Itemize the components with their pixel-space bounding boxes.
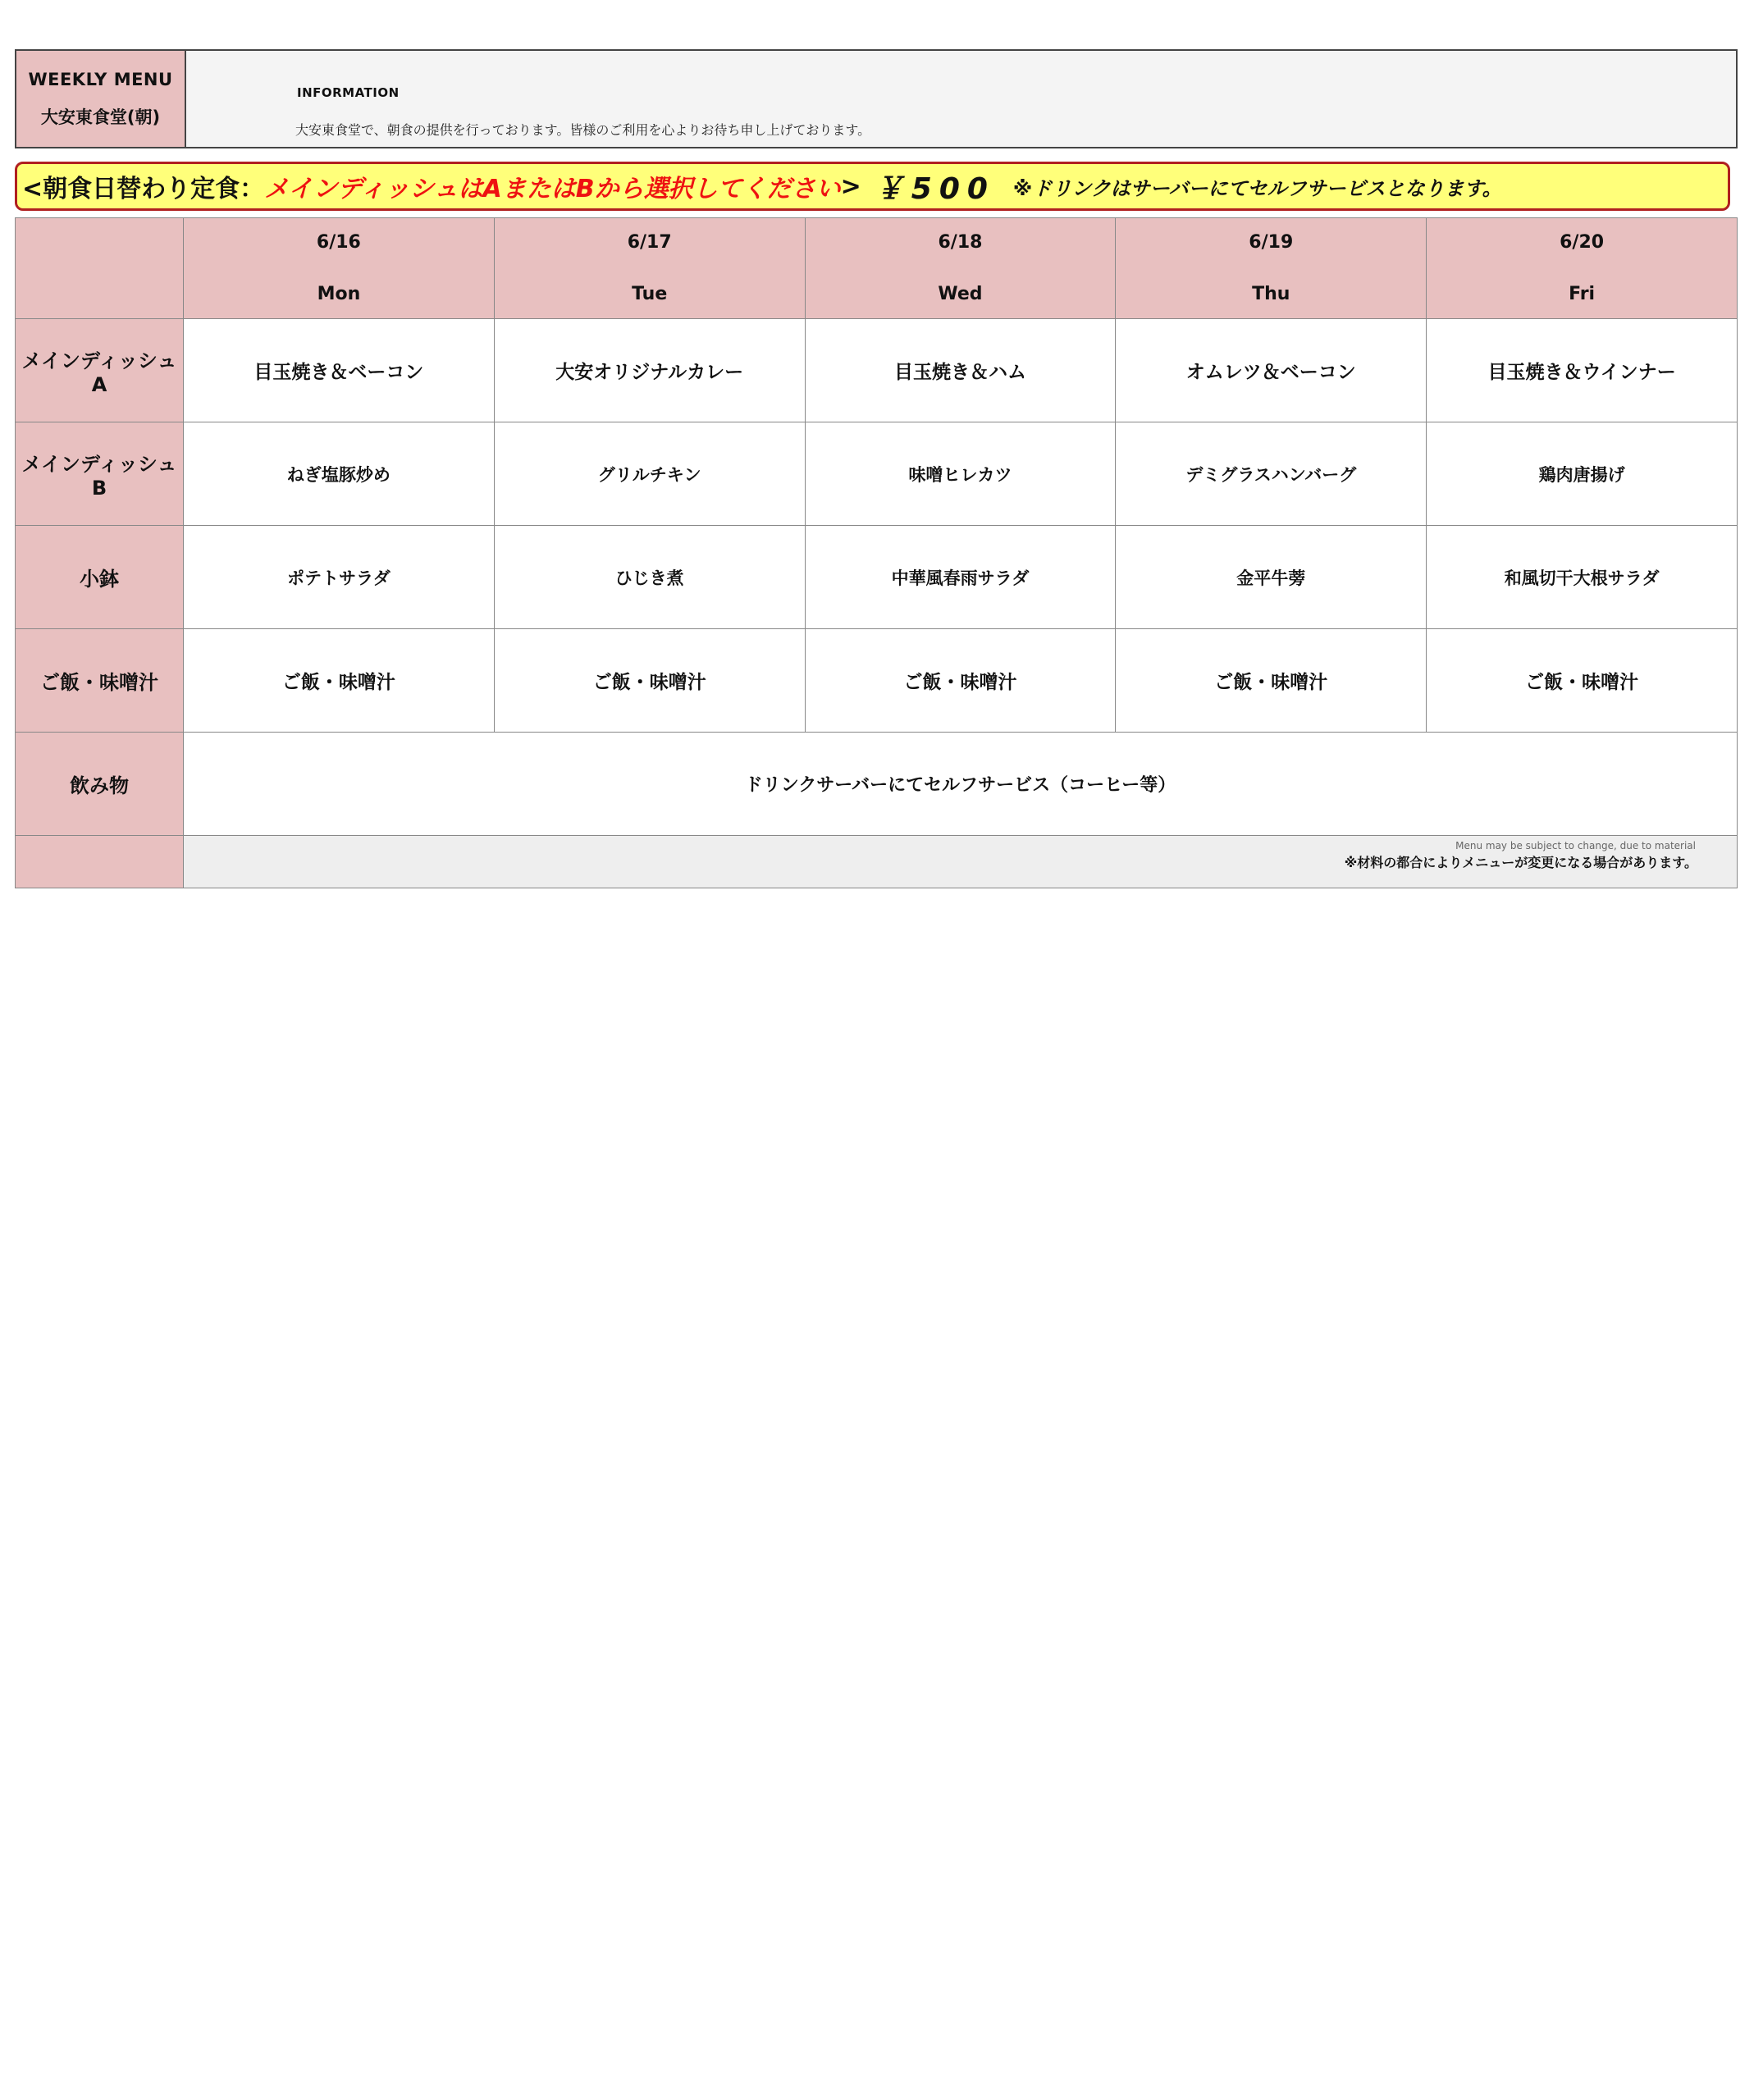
menu-cell: ポテトサラダ bbox=[184, 526, 495, 629]
day-of-week: Thu bbox=[1252, 284, 1290, 304]
menu-cell: ねぎ塩豚炒め bbox=[184, 422, 495, 526]
day-date: 6/19 bbox=[1249, 232, 1294, 253]
day-header-tue bbox=[494, 218, 805, 319]
menu-cell: グリルチキン bbox=[494, 422, 805, 526]
menu-cell: ご飯・味噌汁 bbox=[184, 629, 495, 733]
change-note-en: Menu may be subject to change, due to material bbox=[1455, 840, 1696, 851]
day-header-mon bbox=[184, 218, 495, 319]
row-label-rice: ご飯・味噌汁 bbox=[16, 629, 184, 733]
day-of-week: Tue bbox=[632, 284, 668, 304]
information-panel bbox=[186, 51, 1736, 147]
menu-cell: 金平牛蒡 bbox=[1116, 526, 1427, 629]
menu-cell: 中華風春雨サラダ bbox=[805, 526, 1116, 629]
information-text: 大安東食堂で、朝食の提供を行っております。皆様のご利用を心よりお待ち申し上げております。 bbox=[295, 122, 871, 138]
drink-row bbox=[16, 733, 1738, 836]
information-label: INFORMATION bbox=[297, 85, 400, 100]
day-date: 6/18 bbox=[938, 232, 983, 253]
banner-instruction: メインディッシュはAまたはBから選択してください bbox=[264, 175, 841, 203]
rice-soup-row bbox=[16, 629, 1738, 733]
day-header-wed bbox=[805, 218, 1116, 319]
menu-cell: 目玉焼き＆ウインナー bbox=[1427, 319, 1738, 422]
menu-header bbox=[15, 49, 1738, 148]
day-of-week: Wed bbox=[938, 284, 983, 304]
change-note-jp: ※材料の都合によりメニューが変更になる場合があります。 bbox=[1344, 855, 1697, 870]
row-label-side: 小鉢 bbox=[16, 526, 184, 629]
menu-cell: デミグラスハンバーグ bbox=[1116, 422, 1427, 526]
footer-note-cell bbox=[184, 836, 1738, 888]
day-of-week: Fri bbox=[1569, 284, 1596, 304]
day-date: 6/20 bbox=[1560, 232, 1605, 253]
day-date: 6/16 bbox=[316, 232, 361, 253]
drink-cell: ドリンクサーバーにてセルフサービス（コーヒー等） bbox=[184, 733, 1738, 836]
menu-cell: 和風切干大根サラダ bbox=[1427, 526, 1738, 629]
menu-cell: 味噌ヒレカツ bbox=[805, 422, 1116, 526]
weekly-menu-table bbox=[15, 217, 1738, 888]
main-dish-a-row bbox=[16, 319, 1738, 422]
menu-cell: 大安オリジナルカレー bbox=[494, 319, 805, 422]
cafeteria-name: 大安東食堂(朝) bbox=[40, 107, 161, 127]
day-header-fri bbox=[1427, 218, 1738, 319]
menu-cell: ご飯・味噌汁 bbox=[1116, 629, 1427, 733]
menu-cell: オムレツ＆ベーコン bbox=[1116, 319, 1427, 422]
header-title-block bbox=[16, 51, 186, 147]
menu-cell: ご飯・味噌汁 bbox=[1427, 629, 1738, 733]
day-header-thu bbox=[1116, 218, 1427, 319]
menu-cell: ご飯・味噌汁 bbox=[494, 629, 805, 733]
menu-cell: ご飯・味噌汁 bbox=[805, 629, 1116, 733]
main-dish-b-row bbox=[16, 422, 1738, 526]
banner-drink-note: ※ドリンクはサーバーにてセルフサービスとなります。 bbox=[1012, 176, 1502, 200]
side-dish-row bbox=[16, 526, 1738, 629]
day-of-week: Mon bbox=[317, 284, 361, 304]
menu-cell: ひじき煮 bbox=[494, 526, 805, 629]
row-label-drink: 飲み物 bbox=[16, 733, 184, 836]
menu-cell: 目玉焼き＆ハム bbox=[805, 319, 1116, 422]
menu-cell: 鶏肉唐揚げ bbox=[1427, 422, 1738, 526]
banner-close-bracket: > bbox=[840, 171, 861, 201]
corner-cell bbox=[16, 218, 184, 319]
menu-cell: 目玉焼き＆ベーコン bbox=[184, 319, 495, 422]
banner-price: ￥500 bbox=[874, 171, 995, 206]
set-meal-banner bbox=[15, 162, 1730, 211]
banner-title: <朝食日替わり定食： bbox=[22, 175, 265, 203]
weekly-menu-title: WEEKLY MENU bbox=[28, 69, 173, 89]
footer-label-cell bbox=[16, 836, 184, 888]
day-date: 6/17 bbox=[627, 232, 672, 253]
row-label-main-a: メインディッシュA bbox=[16, 319, 184, 422]
row-label-main-b: メインディッシュB bbox=[16, 422, 184, 526]
footer-row bbox=[16, 836, 1738, 888]
day-header-row bbox=[16, 218, 1738, 319]
